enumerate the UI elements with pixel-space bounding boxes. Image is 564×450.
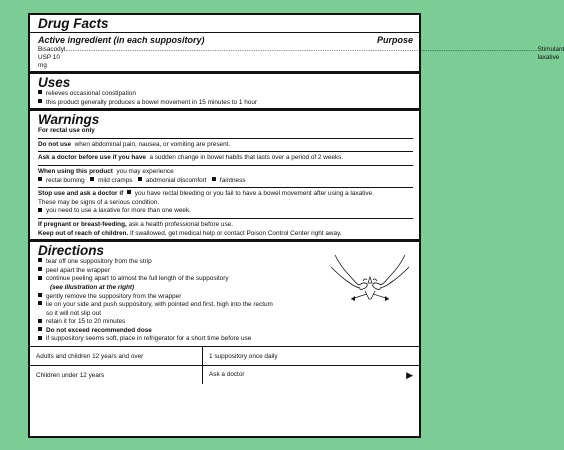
directions-body — [38, 243, 413, 344]
direction-step: peel apart the wrapper — [38, 267, 329, 276]
square-bullet-icon — [127, 190, 131, 194]
square-bullet-icon — [38, 258, 42, 262]
uses-item: this product generally produces a bowel movement in 15 minutes to 1 hour — [38, 99, 413, 108]
square-bullet-icon — [38, 99, 42, 103]
square-bullet-icon — [38, 327, 42, 331]
square-bullet-icon — [38, 267, 42, 271]
table-row — [30, 347, 419, 366]
direction-step: continue peeling apart to almost the full length of the suppository — [38, 275, 329, 284]
drug-facts-panel — [28, 13, 564, 438]
ingredient-name: Bisacodyl USP 10 mg — [38, 46, 66, 69]
dosage-age-cell: Children under 12 years — [30, 366, 203, 385]
direction-step: Do not exceed recommended dose — [38, 327, 329, 336]
warnings-section — [30, 111, 419, 242]
direction-step-note: (see illustration at the right) — [50, 283, 135, 291]
divider — [38, 218, 413, 219]
active-ingredient-section — [30, 33, 564, 74]
square-bullet-icon — [38, 336, 42, 340]
active-ingredient-heading: Active ingredient (in each suppository) — [38, 35, 205, 45]
suppository-hands-illustration — [329, 247, 411, 323]
when-using-items: rectal burning mild cramps abdmonial discomfort faintness — [38, 177, 413, 186]
direction-step: if suppository seems soft, place in refrigerator for a short time before use — [38, 335, 329, 344]
uses-title: Uses — [38, 75, 71, 90]
square-bullet-icon — [38, 276, 42, 280]
square-bullet-icon — [38, 319, 42, 323]
square-bullet-icon — [138, 177, 142, 181]
stop-use-item2: you need to use a laxative for more than one week. — [38, 207, 413, 216]
keep-out-of-reach: Keep out of reach of children. If swallowed, get medical help or contact Poison Control Center right away. — [38, 229, 342, 237]
rectal-use-note: For rectal use only — [38, 127, 95, 135]
do-not-use: Do not use when abdominal pain, nausea, or vomiting are present. — [38, 140, 231, 148]
warnings-title: Warnings — [38, 112, 100, 128]
drug-facts-header — [30, 15, 419, 33]
direction-step-cont: so it will not slip out — [46, 309, 102, 317]
ingredient-purpose: Stimulant laxative — [537, 46, 564, 61]
dosage-table — [30, 346, 419, 384]
active-ingredient-heading-row — [38, 34, 413, 46]
divider — [38, 138, 413, 139]
ask-doctor: Ask a doctor before use if you have a sudden change in bowel habits that lasts over a period of 2 weeks. — [38, 154, 344, 162]
uses-section — [30, 74, 419, 111]
dosage-dose-cell: Ask a doctor ▶ — [203, 366, 420, 385]
square-bullet-icon — [38, 208, 42, 212]
directions-section — [30, 242, 419, 346]
table-row — [30, 366, 419, 385]
dosage-age-cell: Adults and children 12 years and over — [30, 347, 203, 366]
square-bullet-icon — [38, 301, 42, 305]
directions-title: Directions — [38, 243, 105, 259]
drug-facts-title: Drug Facts — [38, 16, 109, 31]
square-bullet-icon — [38, 90, 42, 94]
square-bullet-icon — [38, 177, 42, 181]
divider — [38, 187, 413, 188]
dot-leader: .......................................................................................................................................................................................................................................................................... — [65, 46, 538, 53]
direction-step: gently remove the suppository from the wrapper — [38, 293, 329, 302]
triangle-right-icon: ▶ — [406, 370, 413, 381]
square-bullet-icon — [212, 177, 216, 181]
direction-step: tear off one suppository from the strip — [38, 258, 329, 267]
stop-use-line2: These may be signs of a serious condition. — [38, 198, 160, 206]
uses-item: relieves occasional constipation — [38, 90, 413, 99]
divider — [38, 165, 413, 166]
dosage-dose-cell: 1 suppository once daily — [203, 347, 420, 366]
divider — [38, 151, 413, 152]
purpose-heading: Purpose — [376, 35, 413, 45]
square-bullet-icon — [38, 293, 42, 297]
square-bullet-icon — [90, 177, 94, 181]
direction-step: retain it for 15 to 20 minutes — [38, 318, 329, 327]
direction-step: lie on your side and push suppository, with pointed end first, high into the rectum — [38, 301, 329, 310]
active-ingredient-row — [38, 46, 564, 70]
pregnancy-warning: If pregnant or breast-feeding, ask a health professional before use. — [38, 220, 234, 228]
when-using: When using this product you may experience — [38, 167, 174, 175]
directions-list — [38, 243, 329, 344]
stop-use: Stop use and ask a doctor if you have rectal bleeding or you fail to have a bowel movement after using a laxative. — [38, 190, 374, 198]
